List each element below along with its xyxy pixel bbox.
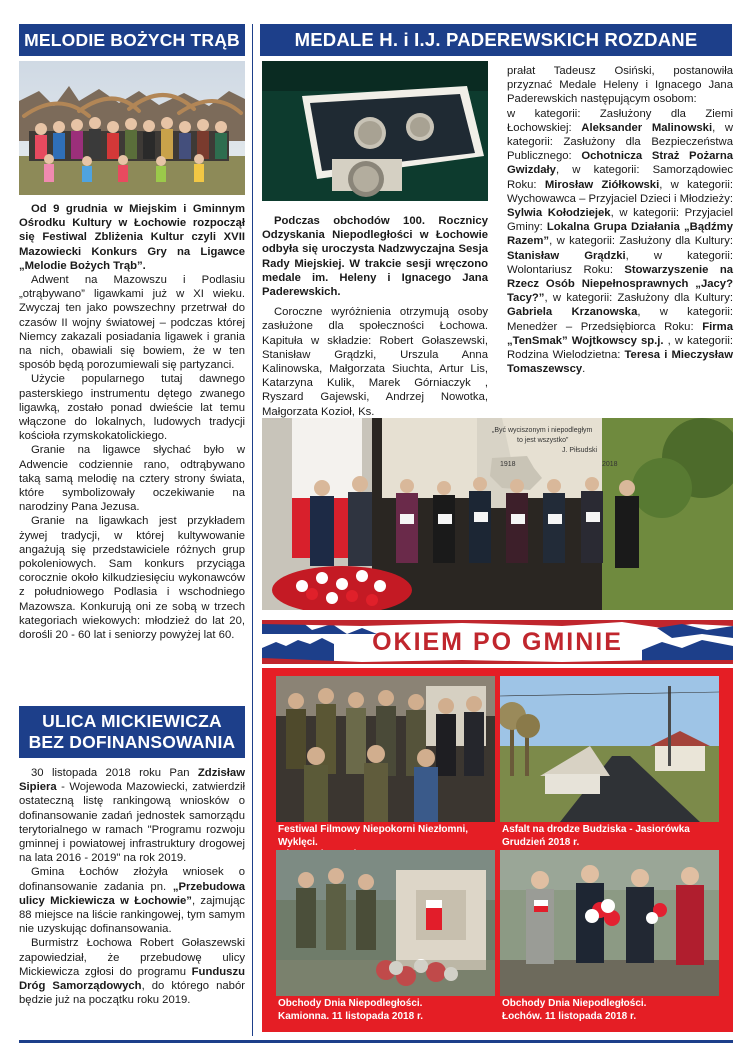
gallery-photo-road <box>500 676 719 822</box>
ulica-heading-line1: ULICA MICKIEWICZA <box>42 711 222 731</box>
gallery-photo-kamionna <box>276 850 495 996</box>
medale-lead: Podczas obchodów 100. Rocznicy Odzyskania Niepodległości w Łochowie odbyła się uroczysta Nadzwyczajna Sesja Rady Miejskiej. W trakcie sesji wręczono medale im. Heleny i Ignacego Jana Paderewskich. <box>262 215 488 299</box>
melodie-paragraph: Granie na ligawce słychać było w Adwencie codziennie rano, odtrąbywano taką samą melodię na cztery strony świata, które symbolizowały oczekiwanie na narodziny Pana Jezusa. <box>19 444 245 514</box>
ulica-paragraph: Burmistrz Łochowa Robert Gołaszewski zapowiedział, że przebudowę ulicy Mickiewicza zgłosi do programu Funduszu Dróg Samorządowych, do którego nabór będzie już na początku roku 2019. <box>19 937 245 1007</box>
melodie-paragraph: Granie na ligawkach jest przykładem żywej tradycji, w której kultywowanie angażują się przedstawiciele różnych grup pokoleniowych. Sam konkurs przyciąga corocznie około kilkudziesięciu wykonawców z południowego Podlasia i wschodniego Mazowsza. Konkurują oni ze sobą w trzech kategoriach wiekowych: młodzież do lat 20, dorośli 20 - 60 lat i seniorzy powyżej lat 60. <box>19 515 245 642</box>
banner-line2: to jest wszystko” <box>517 437 569 444</box>
medale-paragraph: Coroczne wyróżnienia otrzymują osoby zasłużone dla społeczności Łochowa. Kapituła w składzie: Robert Gołaszewski, Stanisław Grądzki, Urszula Anna Kalinowska, Małgorzata Siuchta, Artur Lis, Katarzyna Kulik, Marek Górniaczyk , Ryszard Gajewski, Andrzej Nowotka, Małgorzata Kozioł, Ks. <box>262 306 488 418</box>
medal-photo <box>262 61 488 201</box>
gallery-photo-festival <box>276 676 495 822</box>
medale-heading: MEDALE H. i I.J. PADEREWSKICH ROZDANE <box>260 24 732 56</box>
melodie-heading: MELODIE BOŻYCH TRĄB <box>19 24 245 56</box>
ligawka-group-photo <box>19 61 245 195</box>
medale-paragraph: prałat Tadeusz Osiński, postanowiła przyznać Medale Heleny i Ignacego Jana Paderewskich następującym osobom: <box>507 65 733 106</box>
medale-awards: w kategorii: Zasłużony dla Ziemi Łochowskiej: Aleksander Malinowski, w kategorii: Zasłużony dla Bezpieczeństwa Publicznego: Ochotnicza Straż Pożarna Gwizdały, w kategorii: Samorządowiec Roku: Mirosław Ziółkowski, w kategorii: Wychowawca – Przyjaciel Dzieci i Młodzieży: Sylwia Kołodziejek, w kategorii: Przyjaciel Gminy: Lokalna Grupa Działania „Bądźmy Razem”, w kategorii: Zasłużony dla Kultury: Stanisław Grądzki, w kategorii: Wolontariusz Roku: Stowarzyszenie na Rzecz Osób Niepełnosprawnych „Jacy? Tacy?”, w kategorii: Zasłużony dla Kultury: Gabriela Krzanowska, w kategorii: Menedżer – Przedsiębiorca Roku: Firma „TenSmak” Wojtkowscy sp.j. , w kategorii: Rodzina Wielodzietna: Teresa i Mieczysław Tomaszewscy. <box>507 107 734 376</box>
ulica-article <box>19 766 245 1007</box>
medale-article-right <box>507 64 733 376</box>
caption-festival: Festiwal Filmowy Niepokorni Niezłomni, Wyklęci. <box>278 824 469 848</box>
bottom-rule <box>19 1040 733 1043</box>
caption-road: Asfalt na drodze Budziska - Jasiorówka Grudzień 2018 r. <box>502 824 690 848</box>
melodie-lead: Od 9 grudnia w Miejskim i Gminnym Ośrodku Kultury w Łochowie rozpoczął się Festiwal Zbliżenia Kultur czyli XVII Mazowiecki Konkurs Gry na Ligawce „Melodie Bożych Trąb”. <box>19 203 245 272</box>
ceremony-photo <box>262 418 733 610</box>
ulica-heading <box>19 706 245 758</box>
ulica-paragraph: Gmina Łochów złożyła wniosek o dofinansowanie zadania pn. „Przebudowa ulicy Mickiewicza w Łochowie”, zajmując 88 miejsce na liście rankingowej, tym samym nie uzyskując dofinansowania. <box>19 866 245 936</box>
melodie-paragraph: Adwent na Mazowszu i Podlasiu „otrąbywano” ligawkami już w XI wieku. Zwyczaj ten jako powszechny przetrwał do czasów II wojny światowej – podczas której Niemcy zakazali posiadania ligawek i grania na nich, obawiali się bowiem, że w ten sposób będą porozumiewali się partyzanci. <box>19 274 245 372</box>
gallery-photo-lochow <box>500 850 719 996</box>
okiem-title: OKIEM PO GMINIE <box>372 627 623 656</box>
caption-lochow: Obchody Dnia Niepodległości. Łochów. 11 listopada 2018 r. <box>502 998 647 1022</box>
banner-line1: „Być wyciszonym i niepodległym <box>492 427 593 434</box>
caption-kamionna: Obchody Dnia Niepodległości. Kamionna. 11 listopada 2018 r. <box>278 998 424 1022</box>
year-right: 2018 <box>602 461 618 468</box>
okiem-gallery <box>262 668 733 1032</box>
banner-author: J. Piłsudski <box>562 447 598 454</box>
column-divider <box>252 24 253 1036</box>
ulica-paragraph: 30 listopada 2018 roku Pan Zdzisław Sipiera - Wojewoda Mazowiecki, zatwierdził ostateczną listę rankingową wniosków o dofinansowanie zadań jednostek samorządu terytorialnego w ramach "Programu rozwoju gminnej i powiatowej infrastruktury drogowej na lata 2016 - 2019" na rok 2019. <box>19 767 245 865</box>
melodie-paragraph: Użycie popularnego tutaj dawnego pasterskiego instrumentu dętego zwanego ligawką, zostało ponad dwieście lat temu włączone do lokalnych, ludowych tradycji kościoła rzymskokatolickiego. <box>19 373 245 443</box>
melodie-article <box>19 202 245 642</box>
year-left: 1918 <box>500 461 516 468</box>
ulica-heading-line2: BEZ DOFINANSOWANIA <box>28 732 236 752</box>
medale-article-left <box>262 214 488 419</box>
